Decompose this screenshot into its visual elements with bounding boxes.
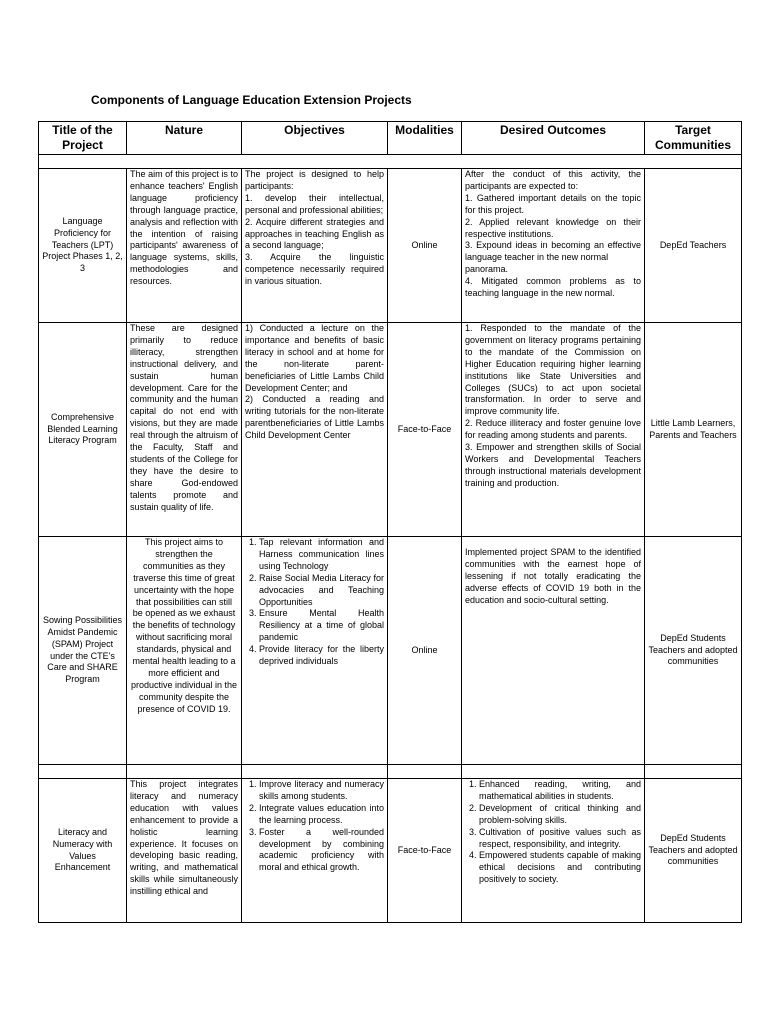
header-target-communities: Target Communities [645,122,742,155]
outcome-item: 2. Development of critical thinking and problem-solving skills. [479,803,641,827]
project-objectives [242,779,388,923]
project-outcomes [462,779,645,923]
outcome-line: After the conduct of this activity, the participants are expected to: [465,169,641,191]
spacer-row [39,155,742,169]
objective-line: 3. Acquire the linguistic competence necessarily required in various situation. [245,252,384,287]
outcome-line: 3. Empower and strengthen skills of Social Workers and Developmental Teachers through instructional materials development training and production. [465,442,641,488]
project-modality: Face-to-Face [388,779,462,923]
header-modalities: Modalities [388,122,462,155]
outcome-line: Implemented project SPAM to the identified communities with the earnest hope of lessening if not totally eradicating the adverse effects of COVID 19 both in the education and socio-cultural setting. [465,547,641,605]
outcome-line: 4. Mitigated common problems as to teaching language in the new normal. [465,276,641,299]
outcome-item: 4. Empowered students capable of making ethical decisions and contributing positively to society. [479,850,641,886]
project-title: Sowing Possibilities Amidst Pandemic (SPAM) Project under the CTE's Care and SHARE Program [39,537,127,765]
objective-line: The project is designed to help participants: [245,169,384,191]
table-row [39,779,742,923]
project-title: Literacy and Numeracy with Values Enhancement [39,779,127,923]
objective-item: 1. Improve literacy and numeracy skills among students. [259,779,384,803]
project-target: DepEd Students Teachers and adopted communities [645,537,742,765]
objective-item: 2. Raise Social Media Literacy for advocacies and Teaching Opportunities [259,573,384,609]
header-title: Title of the Project [39,122,127,155]
objective-line: 2) Conducted a reading and writing tutorials for the non-literate parentbeneficiaries of Little Lambs Child Development Center [245,394,384,441]
outcome-line: panorama. [465,264,509,275]
outcome-line: 1. Gathered important details on the topic for this project. [465,192,641,215]
project-target: DepEd Students Teachers and adopted communities [645,779,742,923]
project-objectives [242,537,388,765]
header-nature: Nature [127,122,242,155]
project-modality: Online [388,537,462,765]
objective-item: 1. Tap relevant information and Harness communication lines using Technology [259,537,384,573]
document-title: Components of Language Education Extension Projects [91,93,412,107]
project-modality: Face-to-Face [388,323,462,537]
project-nature: The aim of this project is to enhance teachers' English language proficiency through language practice, analysis and reflection with the intention of raising participants' awareness of language systems, skills, methodologies and resources. [127,169,242,323]
project-objectives [242,323,388,537]
project-outcomes [462,537,645,765]
header-row [39,122,742,155]
project-title: Comprehensive Blended Learning Literacy Program [39,323,127,537]
outcome-line: 3. Expound ideas in becoming an effective language teacher in the new normal [465,240,641,263]
header-desired-outcomes: Desired Outcomes [462,122,645,155]
table-row [39,537,742,765]
project-outcomes [462,323,645,537]
outcome-item: 1. Enhanced reading, writing, and mathematical abilities in students. [479,779,641,803]
project-title: Language Proficiency for Teachers (LPT) Project Phases 1, 2, 3 [39,169,127,323]
table-row [39,169,742,323]
outcome-item: 3. Cultivation of positive values such as respect, responsibility, and integrity. [479,827,641,851]
projects-table [38,121,742,923]
objective-item: 3. Ensure Mental Health Resiliency at a time of global pandemic [259,608,384,644]
objective-item: 3. Foster a well-rounded development by combining academic proficiency with moral and ethical growth. [259,827,384,875]
outcome-line: 2. Applied relevant knowledge on their respective institutions. [465,216,641,239]
project-objectives [242,169,388,323]
outcome-line: 1. Responded to the mandate of the government on literacy programs pertaining to the mandate of the Commission on Higher Education requiring higher learning institutions like State Universities and Colleges (SUCs) to act upon societal transformation. In order to serve and improve community life. [465,323,641,417]
project-nature: These are designed primarily to reduce illiteracy, strengthen instructional delivery, and sustain human development. Care for the community and the human capital do not end with visions, but they are made real through the altruism of the Faculty, Staff and students of the College for they have the desire to share God-endowed talents promote and sustain quality of life. [127,323,242,537]
project-target: Little Lamb Learners, Parents and Teachers [645,323,742,537]
spacer-row [39,765,742,779]
project-nature: This project integrates literacy and numeracy education with values enhancement to provide a holistic learning experience. It focuses on developing basic reading, writing, and mathematical skills while simultaneously instilling ethical and [127,779,242,923]
header-objectives: Objectives [242,122,388,155]
outcome-line: 2. Reduce illiteracy and foster genuine love for reading among students and parents. [465,418,641,441]
project-nature: This project aims to strengthen the communities as they traverse this time of great uncertainty with the hope that possibilities can still be opened as we exhaust the benefits of technology without sacrificing moral standards, physical and mental health leading to a more efficient and productive individual in the community despite the presence of COVID 19. [127,537,242,765]
project-modality: Online [388,169,462,323]
objective-line: 2. Acquire different strategies and approaches in teaching English as a second language; [245,216,384,251]
objective-line: 1) Conducted a lecture on the importance and benefits of basic literacy in school and at home for the non-literate parent-beneficiaries of Little Lambs Child Development Center; and [245,323,384,393]
project-outcomes [462,169,645,323]
objective-line: 1. develop their intellectual, personal and professional abilities; [245,192,384,215]
objective-item: 2. Integrate values education into the learning process. [259,803,384,827]
objective-item: 4. Provide literacy for the liberty deprived individuals [259,644,384,668]
table-row [39,323,742,537]
project-target: DepEd Teachers [645,169,742,323]
